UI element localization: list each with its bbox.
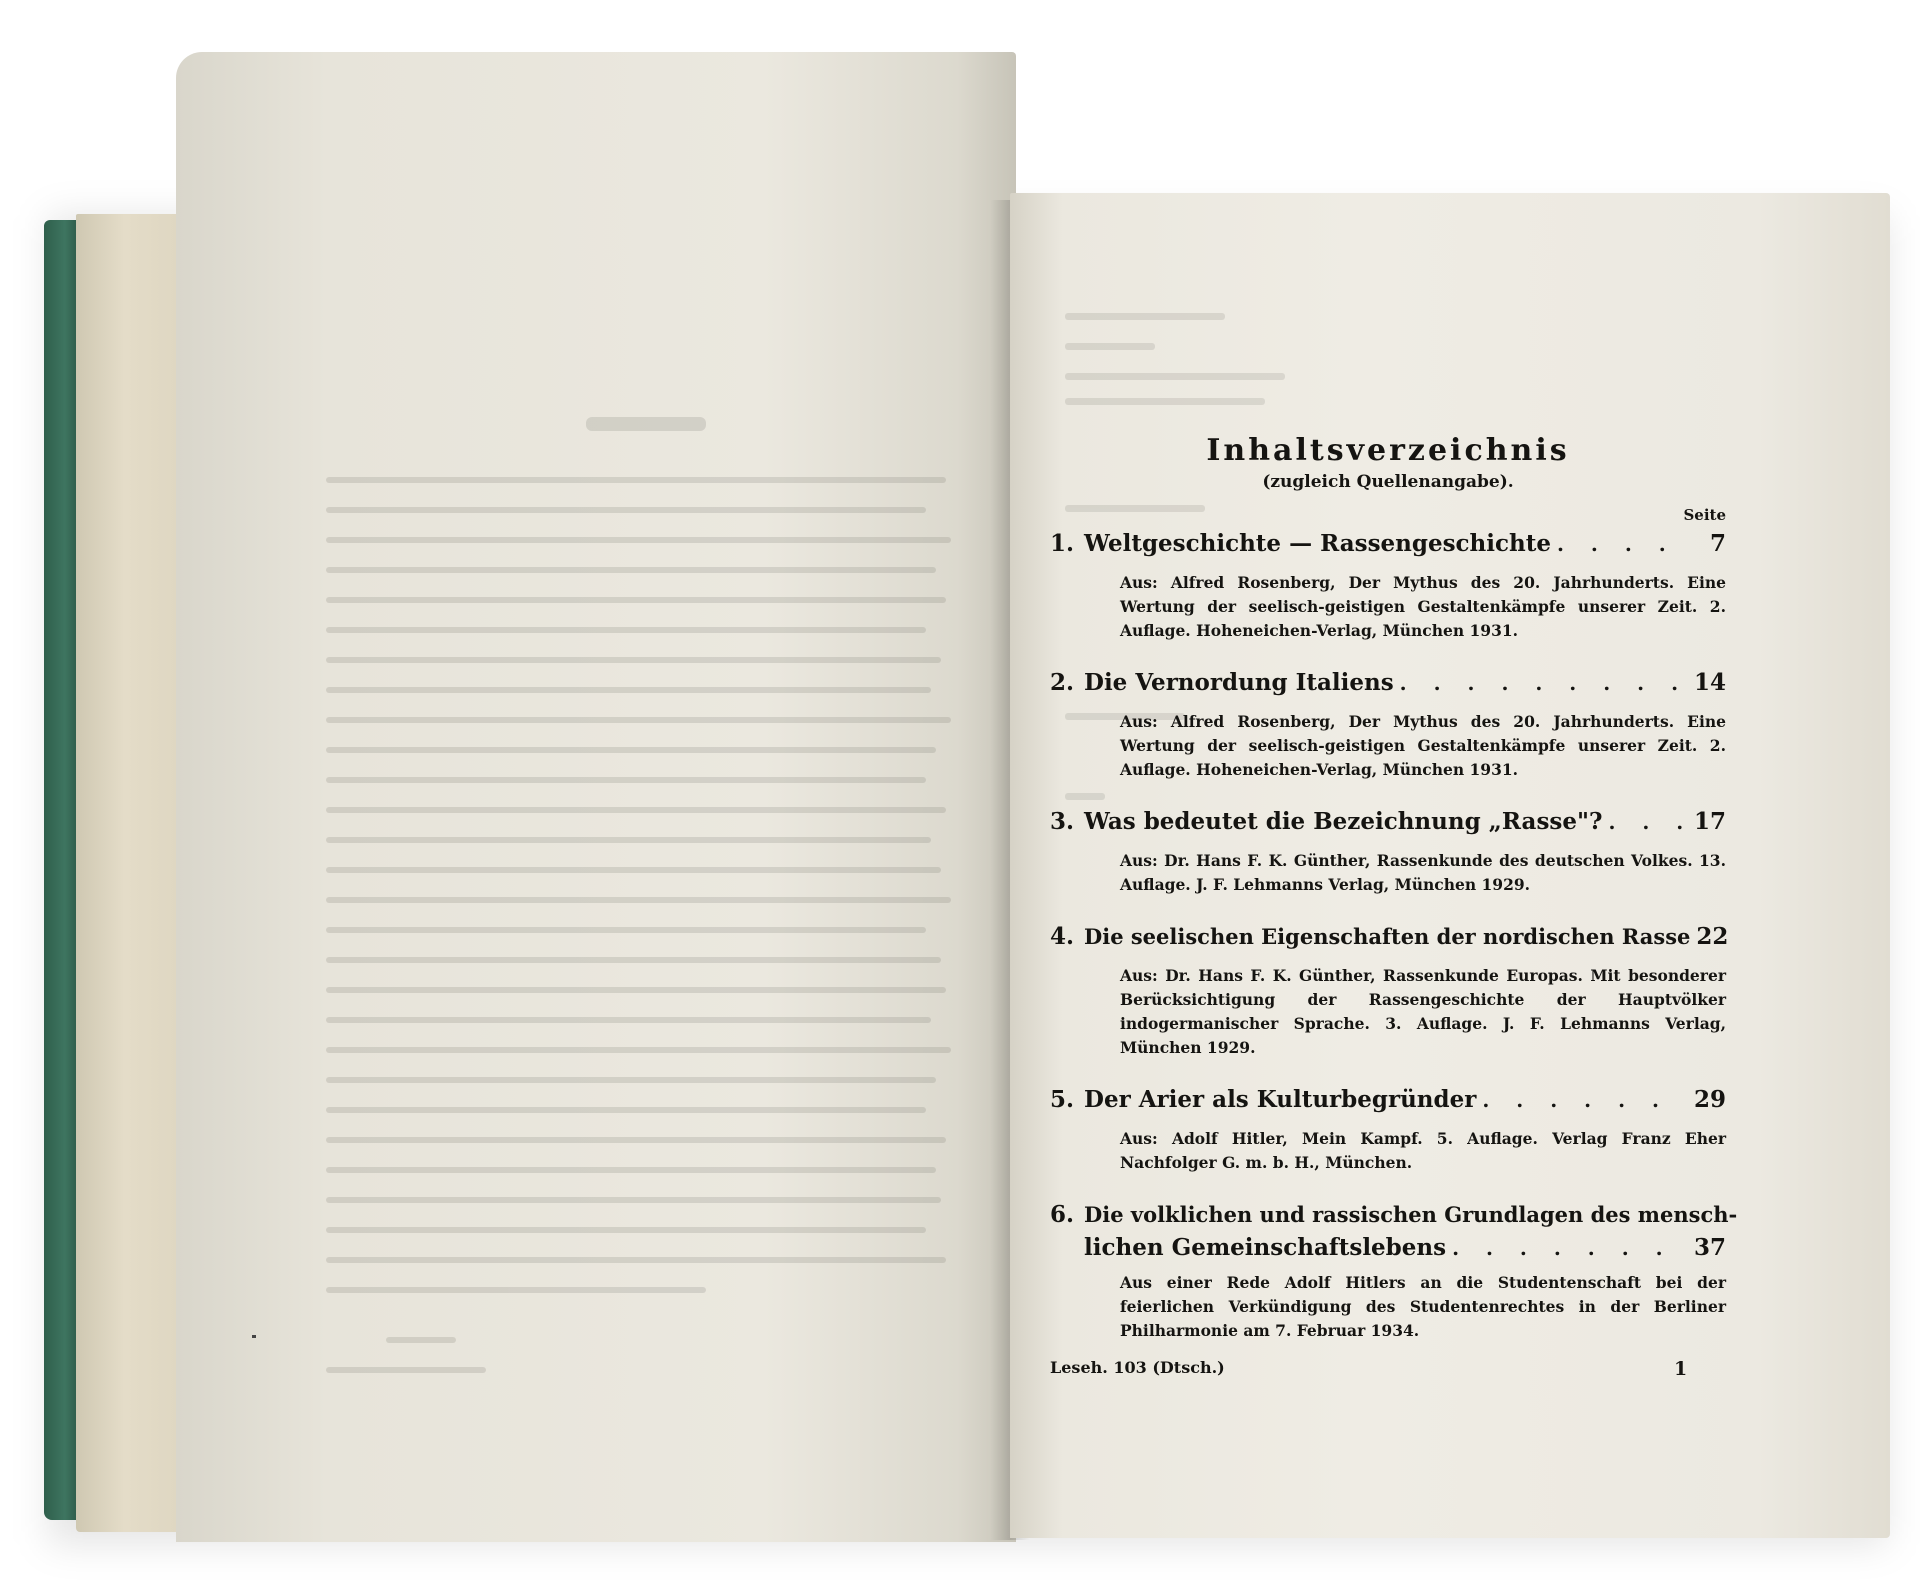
page-number: 1: [1674, 1358, 1688, 1380]
dot-leader: [1400, 671, 1686, 695]
toc-entry: [1050, 808, 1726, 897]
toc-subtitle: (zugleich Quellenangabe).: [1262, 472, 1514, 492]
entry-title-continued: lichen Gemeinschaftslebens: [1084, 1234, 1447, 1261]
page-column-label: Seite: [1683, 506, 1726, 524]
right-page: [1010, 193, 1890, 1538]
left-page: [176, 52, 1016, 1542]
dot-leader: [1608, 810, 1686, 834]
entry-page: 22: [1696, 923, 1729, 950]
toc-entry: [1050, 530, 1726, 643]
entry-title: Die seelischen Eigenschaften der nordischen Rasse: [1084, 924, 1691, 949]
entry-page: 14: [1693, 669, 1726, 696]
table-of-contents: [1050, 433, 1738, 1343]
show-through-heading: [586, 417, 706, 431]
entry-title: Was bedeutet die Bezeichnung „Rasse"?: [1084, 808, 1603, 835]
entry-page: 7: [1709, 530, 1726, 557]
toc-entry: [1050, 923, 1729, 1060]
entry-number: 2.: [1050, 669, 1075, 696]
entry-page: 17: [1693, 808, 1726, 835]
dot-leader: [1482, 1088, 1686, 1112]
entry-title: Der Arier als Kulturbegründer: [1084, 1086, 1477, 1113]
entry-source: Aus: Alfred Rosenberg, Der Mythus des 20. Jahrhunderts. Eine Wertung der seelisch-geistigen Gestaltenkämpfe unserer Zeit. 2. Auflage. Hoheneichen-Verlag, München 1931.: [1120, 712, 1726, 779]
entry-source: Aus: Dr. Hans F. K. Günther, Rassenkunde Europas. Mit besonderer Berücksichtigung der Rassengeschichte der Hauptvölker indogermanischer Sprache. 3. Auflage. J. F. Lehmanns Verlag, München 1929.: [1120, 966, 1726, 1057]
entry-title: Weltgeschichte — Rassengeschichte: [1084, 530, 1551, 557]
entry-source: Aus: Alfred Rosenberg, Der Mythus des 20. Jahrhunderts. Eine Wertung der seelisch-geistigen Gestaltenkämpfe unserer Zeit. 2. Auflage. Hoheneichen-Verlag, München 1931.: [1120, 573, 1726, 640]
toc-entry: [1050, 1086, 1726, 1175]
entry-number: 3.: [1050, 808, 1075, 835]
toc-entry: [1050, 669, 1726, 782]
entry-page: 29: [1693, 1086, 1726, 1113]
toc-title: Inhaltsverzeichnis: [1206, 433, 1570, 468]
show-through-text: [326, 382, 966, 1372]
entry-source: Aus: Adolf Hitler, Mein Kampf. 5. Auflage. Verlag Franz Eher Nachfolger G. m. b. H., München.: [1120, 1129, 1726, 1172]
entry-number: 6.: [1050, 1201, 1075, 1228]
entry-title: Die volklichen und rassischen Grundlagen des mensch-: [1084, 1202, 1738, 1227]
dot-leader: [1557, 532, 1686, 556]
printer-signature: Leseh. 103 (Dtsch.): [1050, 1358, 1225, 1377]
entry-source: Aus: Dr. Hans F. K. Günther, Rassenkunde des deutschen Volkes. 13. Auflage. J. F. Lehmanns Verlag, München 1929.: [1120, 851, 1726, 894]
entry-source: Aus einer Rede Adolf Hitlers an die Studentenschaft bei der feierlichen Verkündigung des Studentenrechtes in der Berliner Philharmonie am 7. Februar 1934.: [1120, 1273, 1726, 1340]
left-page-mark: [252, 1335, 256, 1338]
toc-entry: [1050, 1201, 1738, 1343]
entry-title: Die Vernordung Italiens: [1084, 669, 1394, 696]
dot-leader: [1452, 1236, 1686, 1260]
entry-number: 4.: [1050, 923, 1075, 950]
entry-number: 5.: [1050, 1086, 1075, 1113]
entry-page: 37: [1693, 1234, 1726, 1261]
entry-number: 1.: [1050, 530, 1075, 557]
